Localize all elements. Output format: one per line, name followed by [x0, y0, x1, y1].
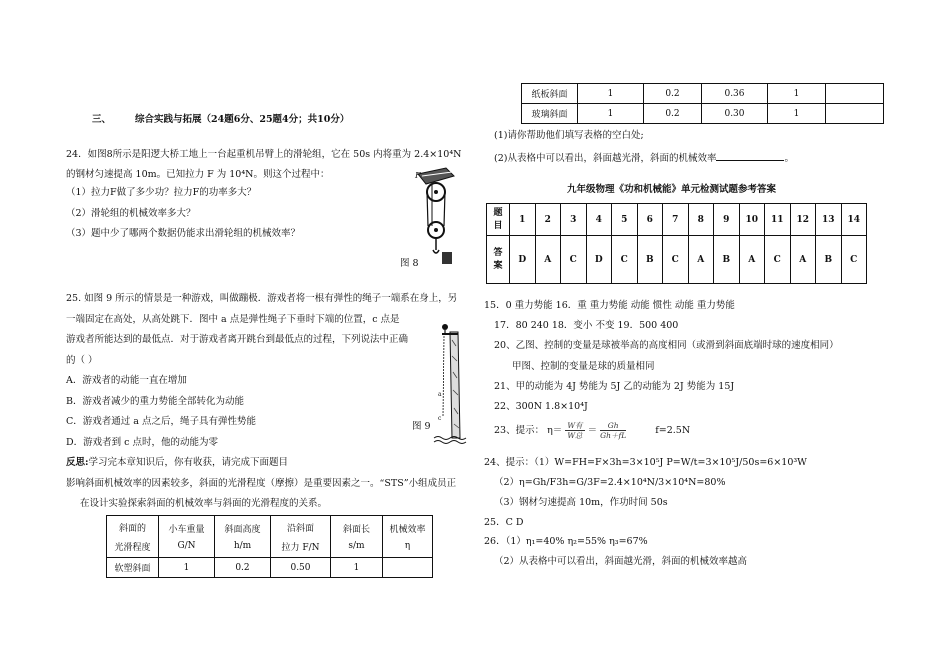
table-cell: 软塑斜面: [107, 558, 159, 578]
table-cell: 1: [331, 558, 383, 578]
q25-line4: 的（ ）: [66, 355, 98, 366]
answer-key-letter: B: [714, 236, 740, 284]
answer-key-number: 2: [535, 204, 561, 236]
answer-key-letter: D: [586, 236, 612, 284]
answer-20b: 甲图、控制的变量是球的质量相同: [512, 361, 655, 372]
answer-21: 21、甲的动能为 4J 势能为 5J 乙的动能为 2J 势能为 15J: [494, 381, 735, 392]
table-cell: 1: [578, 84, 644, 104]
q25-line1: 25. 如图 9 所示的情景是一种游戏，叫做蹦极．游戏者将一根有弹性的绳子一端系在身上，另: [66, 293, 458, 304]
answer-26-part1: 26．（1）η₁=40% η₂=55% η₃=67%: [484, 536, 648, 547]
header-length: 斜面长 s/m: [331, 516, 383, 558]
section-number: 三、: [92, 114, 112, 125]
header-force: 沿斜面 拉力 F/N: [271, 516, 331, 558]
answer-key-letter: A: [739, 236, 765, 284]
answer-key-number: 13: [816, 204, 842, 236]
answer-24-part2: （2）η=Gh/F3h=G/3F=2.4×10⁴N/3×10⁴N=80%: [494, 477, 726, 488]
efficiency-fraction: $\frac{\text{W有}}{\text{W总}}$: [567, 421, 583, 440]
answer-key-number: 3: [561, 204, 587, 236]
q24-line1: 24．如图8所示是阳逻大桥工地上一台起重机吊臂上的滑轮组，它在 50s 内将重为 2.4×10⁴N: [66, 149, 462, 160]
answer-24-part1: 24、提示：（1）W=FH=F×3h=3×10⁵J P=W/t=3×10⁵J/50s=6×10³W: [484, 457, 807, 468]
header-weight: 小车重量 G/N: [159, 516, 215, 558]
figure-8-label: 图 8: [400, 258, 419, 269]
reflection-q1: (1)请你帮助他们填写表格的空白处;: [494, 130, 644, 141]
answer-key-letter: C: [561, 236, 587, 284]
answer-key-letter: B: [637, 236, 663, 284]
q24-item-1: （1）拉力F做了多少功？拉力F的功率多大？: [66, 187, 257, 198]
table-row: [522, 84, 884, 104]
reflection-label: 反思:: [66, 457, 89, 468]
q25-option-a: A．游戏者的动能一直在增加: [66, 375, 187, 386]
answer-15-16: 15．0 重力势能 16．重 重力势能 动能 惯性 动能 重力势能: [484, 300, 735, 311]
answer-key-number: 4: [586, 204, 612, 236]
table-cell: 0.2: [644, 84, 702, 104]
table-cell: 0.2: [644, 104, 702, 124]
table-cell: 0.36: [702, 84, 768, 104]
section-title: 综合实践与拓展（24题6分、25题4分；共10分）: [135, 114, 350, 125]
reflection-q2: (2)从表格中可以看出，斜面越光滑，斜面的机械效率: [494, 153, 717, 164]
answer-key-number: 11: [765, 204, 791, 236]
q25-option-d: D．游戏者到 c 点时，他的动能为零: [66, 437, 218, 448]
reflection-line3: 在设计实验探索斜面的机械效率与斜面的光滑程度的关系。: [80, 498, 328, 509]
answer-key-letter: C: [765, 236, 791, 284]
figure-8-pulley-diagram: [412, 166, 462, 270]
header-height: 斜面高度 h/m: [215, 516, 271, 558]
svg-text:c: c: [438, 415, 442, 422]
q25-option-c: C．游戏者通过 a 点之后，绳子具有弹性势能: [66, 416, 256, 427]
answer-key-letter: A: [790, 236, 816, 284]
svg-text:a: a: [438, 391, 442, 398]
answer-key-row-header: 答 案: [487, 236, 510, 284]
answer-26-part2: （2）从表格中可以看出，斜面越光滑，斜面的机械效率越高: [494, 556, 748, 567]
experiment-table-continued: [521, 83, 884, 124]
table-cell: 0.50: [271, 558, 331, 578]
table-cell: [383, 558, 433, 578]
table-cell: 1: [159, 558, 215, 578]
answer-key-number: 8: [688, 204, 714, 236]
experiment-table-header: [107, 516, 433, 558]
gh-fraction: $\frac{Gh}{Gh+fL}$: [600, 421, 627, 440]
answer-key-numbers-row: [487, 204, 867, 236]
table-cell: 1: [578, 104, 644, 124]
table-cell: 0.30: [702, 104, 768, 124]
answer-key-number: 6: [637, 204, 663, 236]
q25-option-b: B．游戏者减少的重力势能全部转化为动能: [66, 396, 244, 407]
table-row: [107, 558, 433, 578]
q24-item-3: （3）题中少了哪两个数据仍能求出滑轮组的机械效率？: [66, 228, 301, 239]
header-efficiency: 机械效率 η: [383, 516, 433, 558]
answer-key-number: 12: [790, 204, 816, 236]
answer-key-number: 14: [841, 204, 867, 236]
answer-key-letter: A: [535, 236, 561, 284]
answer-key-number: 9: [714, 204, 740, 236]
q24-item-2: （2）滑轮组的机械效率多大？: [66, 208, 196, 219]
answer-key-row-header: 题 目: [487, 204, 510, 236]
answer-key-number: 5: [612, 204, 638, 236]
q24-line2: 的钢材匀速提高 10m。已知拉力 F 为 10⁴N。则这个过程中：: [66, 169, 330, 180]
figure-9-label: 图 9: [412, 421, 431, 432]
answer-key-letter: C: [663, 236, 689, 284]
q25-line3: 游戏者所能达到的最低点．对于游戏者离开跳台到最低点的过程，下列说法中正确: [66, 334, 409, 345]
answer-key-letter: A: [688, 236, 714, 284]
answer-blank[interactable]: [716, 151, 784, 161]
answer-key-letters-row: [487, 236, 867, 284]
svg-text:F: F: [415, 171, 421, 180]
table-cell: 1: [768, 84, 826, 104]
answer-key-number: 7: [663, 204, 689, 236]
answer-17-19: 17．80 240 18．变小 不变 19．500 400: [494, 320, 679, 331]
reflection-line2: 影响斜面机械效率的因素较多，斜面的光滑程度（摩擦）是重要因素之一。“STS”小组成员正: [66, 478, 457, 489]
answer-20: 20、乙图、控制的变量是球被举高的高度相同（或滑到斜面底端时球的速度相同）: [494, 340, 839, 351]
experiment-table: [106, 515, 433, 578]
table-row: [522, 104, 884, 124]
figure-9-bungee-diagram: [432, 320, 472, 448]
answer-23: 23、提示： η＝ $\frac{\text{W有}}{\text{W总}}$ ＝ $\frac{Gh}{Gh+fL}$ f=2.5N: [494, 421, 691, 440]
answer-key-title: 九年级物理《功和机械能》单元检测试题参考答案: [567, 184, 777, 195]
answer-key-number: 10: [739, 204, 765, 236]
answer-key-table: [486, 203, 867, 284]
table-cell: 玻璃斜面: [522, 104, 578, 124]
answer-22: 22、300N 1.8×10⁴J: [494, 401, 588, 412]
reflection-q2-end: 。: [784, 153, 794, 164]
table-cell: 纸板斜面: [522, 84, 578, 104]
reflection-text: 学习完本章知识后，你有收获，请完成下面题目: [88, 457, 289, 468]
answer-key-letter: C: [841, 236, 867, 284]
answer-key-number: 1: [510, 204, 536, 236]
table-cell: [826, 84, 884, 104]
table-cell: [826, 104, 884, 124]
answer-25: 25．C D: [484, 517, 524, 528]
table-cell: 1: [768, 104, 826, 124]
answer-key-letter: C: [612, 236, 638, 284]
header-surface: 斜面的 光滑程度: [107, 516, 159, 558]
answer-key-letter: D: [510, 236, 536, 284]
q25-line2: 一端固定在高处，从高处跳下．图中 a 点是弹性绳子下垂时下端的位置，c 点是: [66, 314, 400, 325]
answer-key-letter: B: [816, 236, 842, 284]
answer-24-part3: （3）钢材匀速提高 10m，作功时间 50s: [494, 497, 668, 508]
table-cell: 0.2: [215, 558, 271, 578]
